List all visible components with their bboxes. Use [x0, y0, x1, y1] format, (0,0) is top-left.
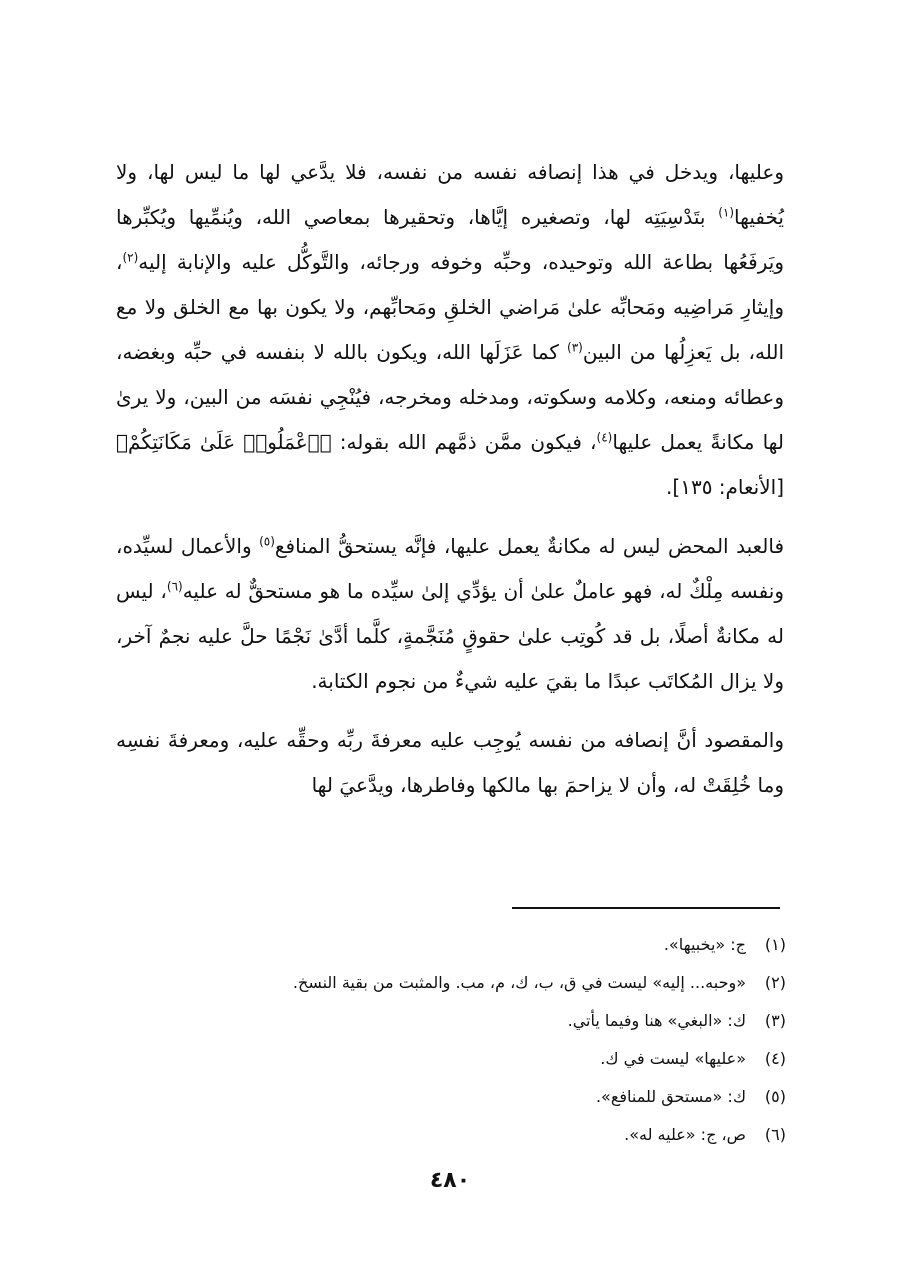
- paragraph-2: [116, 524, 784, 704]
- footnote-text: «وحبه... إليه» ليست في ق، ب، ك، م، مب. والمثبت من بقية النسخ.: [292, 973, 746, 992]
- footnote-text: ج: «يخبيها».: [663, 935, 746, 954]
- footnote-number: (٤): [764, 1049, 786, 1068]
- text-run: ، ليس له مكانةٌ أصلًا، بل قد كُوتِب علىٰ حقوقٍ مُنَجَّمةٍ، كلَّما أدَّىٰ نَجْمًا حلَّ عليه نجمٌ آخر، ولا يزال المُكاتَب عبدًا ما بقيَ عليه شيءٌ من نجوم الكتابة.: [116, 579, 784, 693]
- main-text: [116, 150, 784, 808]
- footnote-text: «عليها» ليست في ك.: [600, 1049, 746, 1068]
- text-run: بتَدْسِيَتِه لها، وتصغيره إيَّاها، وتحقيرها بمعاصي الله، ويُنمِّيها ويُكبِّرها ويَرفَعُها بطاعة الله وتوحيده، وحبِّه وخوفه ورجائه، والتَّوكُّل عليه والإنابة إليه: [116, 205, 784, 274]
- footnote-text: ص، ج: «عليه له».: [624, 1125, 746, 1144]
- text-run: كما عَزَلَها الله، ويكون بالله لا بنفسه في حبِّه وبغضه، وعطائه ومنعه، وكلامه وسكوته، ومدخله ومخرجه، فيُنْجِي نفسَه من البين، ولا يرىٰ لها مكانةً يعمل عليها: [116, 340, 784, 454]
- text-run: وعليها، ويدخل في هذا إنصافه نفسه من نفسه، فلا يدَّعي لها ما ليس لها، ولا يُخفيها: [116, 160, 784, 229]
- text-run: ، فيكون ممَّن ذمَّهم الله بقوله:: [331, 430, 597, 454]
- footnote-3: [116, 1002, 786, 1040]
- footnote-text: ك: «مستحق للمنافع».: [595, 1087, 746, 1106]
- text-run: فالعبد المحض ليس له مكانةٌ يعمل عليها، فإنَّه يستحقُّ المنافع: [274, 534, 784, 558]
- footnote-divider: [512, 907, 780, 909]
- footnote-ref-3[interactable]: (٣): [567, 340, 583, 355]
- footnote-ref-6[interactable]: (٦): [166, 579, 183, 594]
- footnote-6: [116, 1116, 786, 1154]
- footnote-number: (١): [764, 935, 786, 954]
- footnote-4: [116, 1040, 786, 1078]
- verse-reference: [الأنعام: ١٣٥].: [666, 475, 784, 499]
- footnote-5: [116, 1078, 786, 1116]
- footnote-1: [116, 926, 786, 964]
- footnote-ref-1[interactable]: (١): [718, 205, 735, 220]
- page-number: ٤٨٠: [429, 1168, 471, 1193]
- footnote-number: (٥): [764, 1087, 786, 1106]
- paragraph-3: والمقصود أنَّ إنصافه من نفسه يُوجِب عليه معرفةَ ربِّه وحقِّه عليه، ومعرفةَ نفسِه وما خُلِقَتْ له، وأن لا يزاحمَ بها مالكها وفاطرها، ويدَّعيَ لها: [116, 728, 784, 797]
- paragraph-1: [116, 150, 784, 510]
- quran-quote: ﴿ٱعْمَلُوا۟ عَلَىٰ مَكَانَتِكُمْ﴾: [116, 430, 332, 454]
- footnotes: [116, 926, 786, 1154]
- footnote-number: (٦): [764, 1125, 786, 1144]
- footnote-text: ك: «البغي» هنا وفيما يأتي.: [567, 1011, 746, 1030]
- footnote-ref-5[interactable]: (٥): [259, 534, 275, 549]
- footnote-ref-2[interactable]: (٢): [122, 250, 139, 265]
- footnote-number: (٣): [764, 1011, 786, 1030]
- footnote-2: [116, 964, 786, 1002]
- footnote-ref-4[interactable]: (٤): [596, 430, 613, 445]
- text-run: ، وإيثارِ مَراضِيه ومَحابِّه علىٰ مَراضي الخلقِ ومَحابِّهم، ولا يكون بها مع الخلق ولا مع الله، بل يَعزِلُها من البين: [116, 250, 784, 364]
- footnote-number: (٢): [764, 973, 786, 992]
- text-run: والأعمال لسيِّده، ونفسه مِلْكٌ له، فهو عاملٌ علىٰ أن يؤدِّي إلىٰ سيِّده ما هو مستحقٌّ له عليه: [116, 534, 784, 603]
